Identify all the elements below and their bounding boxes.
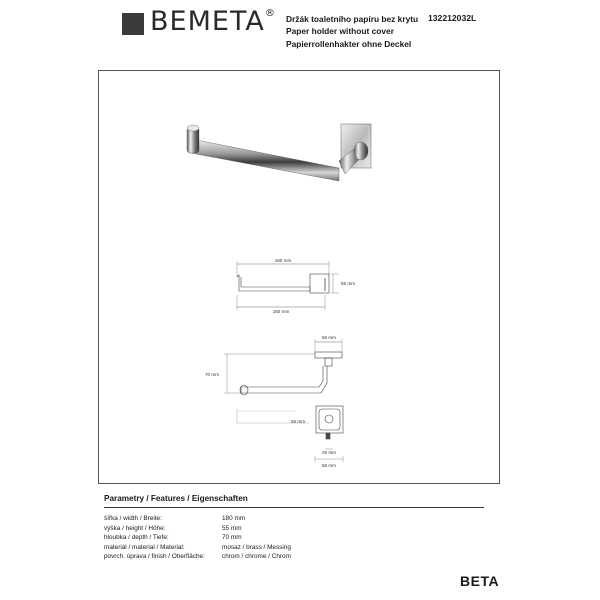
specs-divider bbox=[104, 507, 484, 508]
spec-label: povrch. úprava / finish / Oberfläche: bbox=[104, 553, 205, 561]
product-photo bbox=[187, 124, 371, 181]
product-code: 132212032L bbox=[428, 13, 477, 23]
dim-top-inner: 160 mm bbox=[272, 309, 290, 314]
drawing-frame bbox=[98, 70, 500, 484]
side-view-drawing bbox=[224, 339, 342, 395]
top-view-drawing bbox=[237, 261, 339, 310]
spec-row bbox=[104, 552, 500, 562]
rod-collar bbox=[354, 142, 368, 160]
dim-front-width: 55 mm bbox=[321, 463, 337, 468]
product-titles bbox=[286, 13, 418, 50]
spec-row bbox=[104, 533, 500, 543]
spec-row bbox=[104, 543, 500, 553]
dim-side-depth: 70 mm bbox=[205, 372, 220, 377]
dim-front-hole: 25 mm bbox=[321, 450, 337, 455]
spec-label: šířka / width / Breite: bbox=[104, 515, 162, 522]
top-view-plate bbox=[310, 274, 329, 293]
side-view-plate bbox=[315, 352, 342, 358]
spec-value: 70 mm bbox=[222, 534, 242, 542]
spec-row bbox=[104, 514, 500, 524]
logo-square-icon bbox=[122, 13, 144, 35]
spec-value: 180 mm bbox=[222, 515, 246, 522]
page-header bbox=[0, 0, 600, 49]
spec-row bbox=[104, 524, 500, 534]
registered-mark: ® bbox=[264, 8, 276, 19]
specs-title: Parametry / Features / Eigenschaften bbox=[104, 494, 248, 503]
spec-value: chrom / chrome / Chrom bbox=[222, 553, 291, 561]
product-family: BETA bbox=[460, 573, 500, 589]
paper-rod bbox=[191, 139, 339, 181]
spec-label: materiál / material / Material: bbox=[104, 543, 185, 551]
top-view-rod bbox=[237, 275, 310, 291]
spec-label: výška / height / Höhe: bbox=[104, 524, 166, 532]
dim-side-plate: 55 mm bbox=[321, 335, 337, 340]
dim-front-height: 55 mm bbox=[291, 419, 306, 424]
dim-top-width: 180 mm bbox=[274, 258, 292, 263]
title-german: Papierrollenhakter ohne Deckel bbox=[286, 38, 412, 49]
spec-label: hloubka / depth / Tiefe: bbox=[104, 534, 169, 542]
spec-value: 55 mm bbox=[222, 524, 242, 532]
spec-value: mosaz / brass / Messing bbox=[222, 543, 291, 551]
technical-drawing bbox=[99, 71, 499, 483]
brand-name bbox=[150, 6, 276, 37]
side-view-rod bbox=[241, 366, 327, 393]
title-english: Paper holder without cover bbox=[286, 26, 394, 37]
title-czech: Držák toaletního papíru bez krytu bbox=[286, 14, 419, 24]
specifications bbox=[104, 494, 500, 562]
dim-top-height: 55 mm bbox=[341, 281, 356, 286]
front-view-plate bbox=[316, 406, 343, 433]
brand-text: BEMETA bbox=[150, 6, 265, 37]
